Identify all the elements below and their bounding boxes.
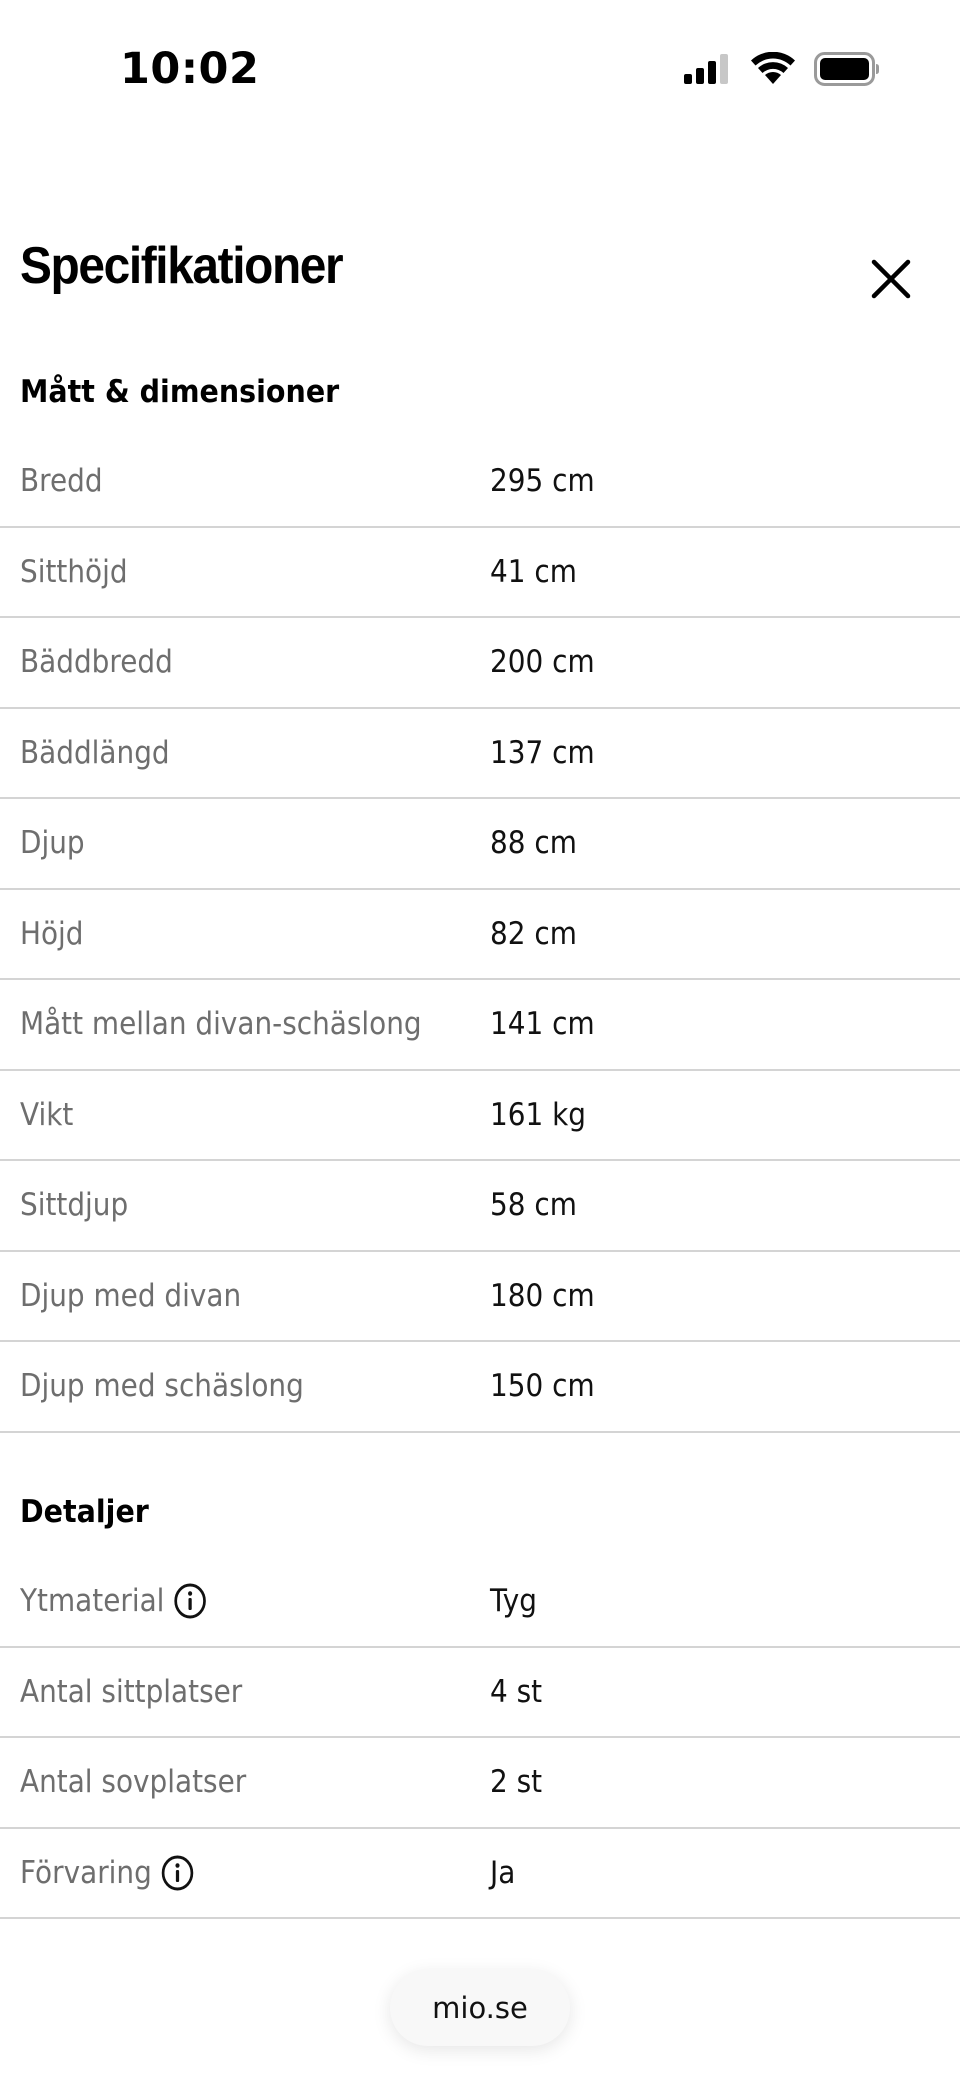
spec-label: Sittdjup [20,1187,129,1223]
spec-row [0,618,960,709]
spec-row [0,437,960,528]
spec-row [0,1829,960,1920]
spec-label: Bäddlängd [20,734,170,771]
spec-label: Antal sovplatser [20,1764,247,1800]
section-title-dimensions: Mått & dimensioner [20,374,340,410]
sheet-header [0,230,960,310]
spec-table-dimensions [0,437,960,1433]
spec-label: Bäddbredd [20,644,173,680]
spec-value: 295 cm [490,463,595,499]
spec-row [0,1342,960,1433]
spec-label: Mått mellan divan-schäslong [20,1006,422,1042]
spec-value: Tyg [490,1583,537,1619]
spec-value: 41 cm [490,553,577,590]
spec-row [0,980,960,1071]
spec-label: Sitthöjd [20,553,128,590]
close-button[interactable] [862,250,920,308]
spec-value: 82 cm [490,915,577,952]
battery-icon [814,52,880,91]
spec-label: Antal sittplatser [20,1673,243,1710]
spec-label: Bredd [20,463,103,499]
info-icon[interactable] [173,1582,207,1620]
spec-value: 200 cm [490,644,595,680]
spec-label [20,1557,208,1645]
status-bar [0,0,960,140]
cellular-signal-icon [684,53,732,90]
status-icons [684,52,880,91]
spec-value: 88 cm [490,825,577,861]
status-time: 10:02 [120,44,260,94]
spec-label: Höjd [20,915,84,952]
spec-value: Ja [490,1854,516,1891]
spec-value: 161 kg [490,1096,586,1133]
spec-table-details [0,1557,960,1919]
spec-row [0,1252,960,1343]
spec-row [0,799,960,890]
spec-label [20,1829,195,1917]
spec-row [0,1557,960,1648]
spec-value: 150 cm [490,1368,595,1404]
section-title-details: Detaljer [20,1494,149,1530]
spec-row [0,528,960,619]
info-icon[interactable] [161,1854,195,1892]
spec-label: Djup med divan [20,1277,242,1314]
spec-value: 2 st [490,1764,543,1800]
spec-row [0,890,960,981]
spec-label-text: Förvaring [20,1854,152,1891]
spec-value: 137 cm [490,734,595,771]
spec-row [0,1161,960,1252]
browser-url-bar[interactable]: mio.se [390,1970,570,2046]
spec-value: 58 cm [490,1187,577,1223]
spec-value: 141 cm [490,1006,595,1042]
spec-row [0,709,960,800]
spec-row [0,1648,960,1739]
wifi-icon [750,52,796,91]
spec-label-text: Ytmaterial [20,1583,165,1619]
page-title: Specifikationer [20,237,343,295]
spec-label: Vikt [20,1096,74,1133]
spec-row [0,1071,960,1162]
spec-label: Djup med schäslong [20,1368,304,1404]
spec-value: 4 st [490,1673,543,1710]
close-icon [870,258,912,300]
spec-label: Djup [20,825,85,861]
spec-row [0,1738,960,1829]
spec-value: 180 cm [490,1277,595,1314]
